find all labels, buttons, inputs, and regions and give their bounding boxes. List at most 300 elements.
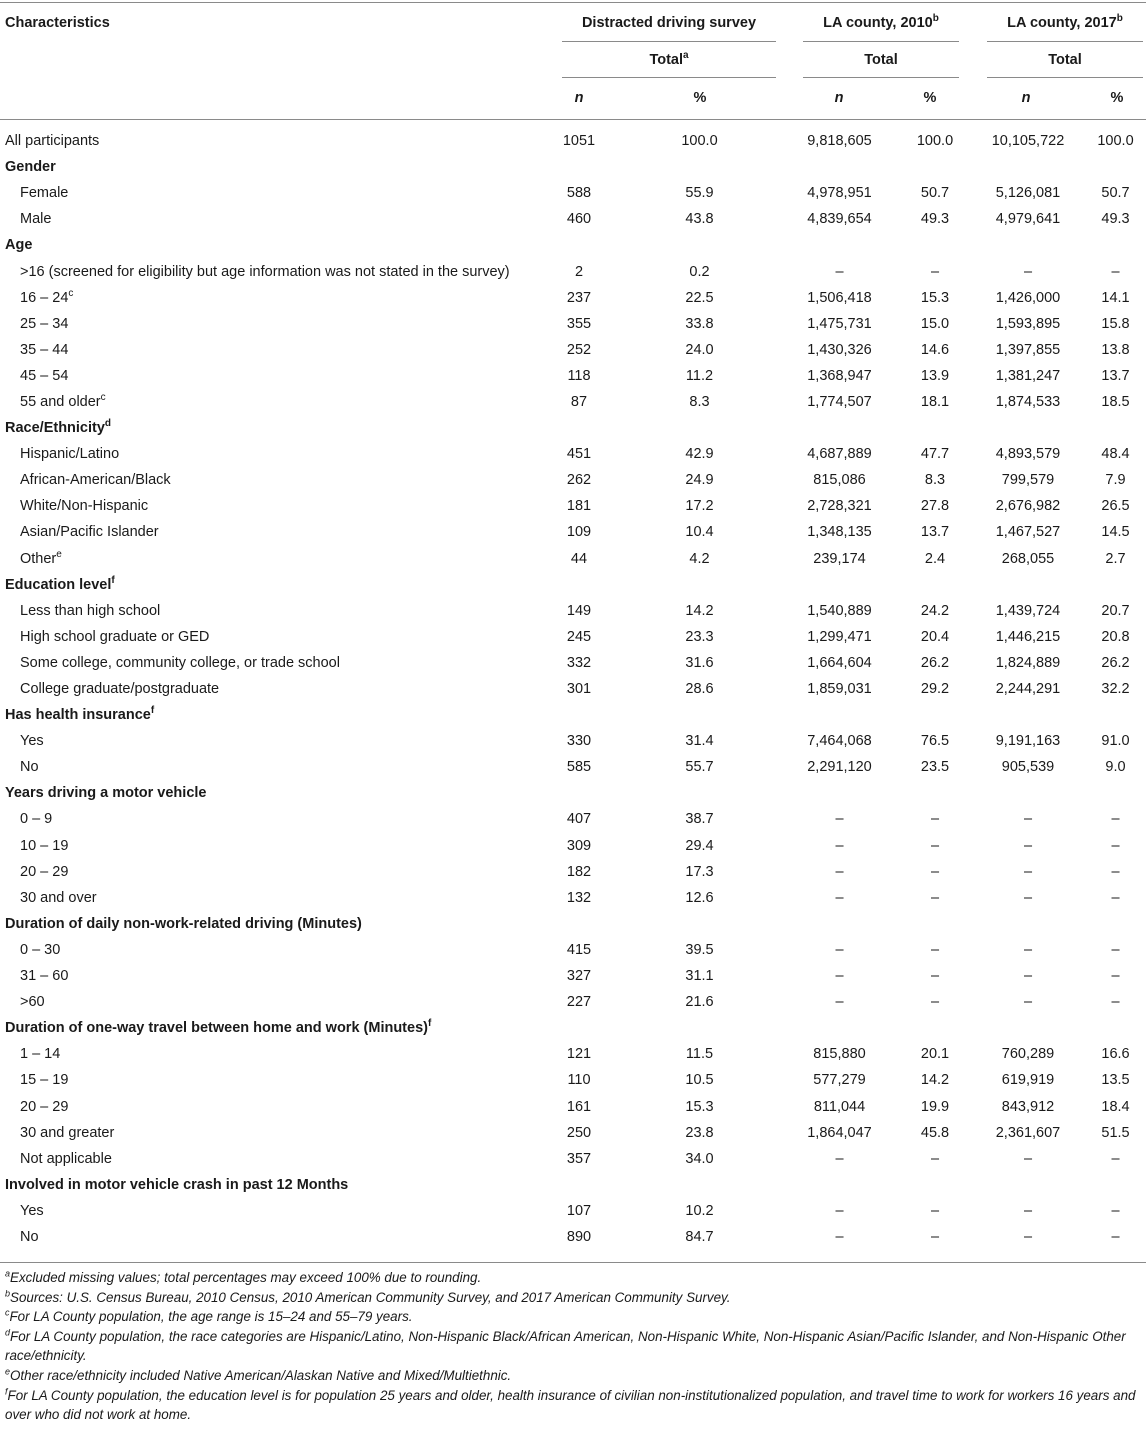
la2010-pct-cell: 29.2 (920, 681, 950, 698)
la2010-pct-cell: – (930, 837, 940, 854)
survey-n-cell: 460 (566, 211, 592, 228)
survey-n-cell (539, 1015, 619, 1041)
section-label: Gender (5, 159, 56, 176)
la2010-n-cell: 1,348,135 (807, 524, 872, 541)
la2010-n-cell (780, 780, 899, 806)
survey-n-cell (539, 154, 619, 180)
section-row (0, 154, 1146, 180)
survey-n-cell: 109 (566, 524, 592, 541)
la2017-n-cell: 1,467,527 (995, 524, 1061, 541)
la2010-pct-cell (899, 154, 971, 180)
survey-n-cell: 301 (566, 681, 592, 698)
survey-pct-cell: 100.0 (681, 133, 718, 150)
survey-n-cell: 87 (570, 393, 588, 410)
la2017-n-cell: 799,579 (1001, 472, 1055, 489)
la2017-n-cell: – (1023, 1150, 1033, 1167)
section-label: Involved in motor vehicle crash in past 12 Months (5, 1176, 349, 1193)
row-label: Hispanic/Latino (20, 446, 120, 463)
la2010-n-cell: – (835, 994, 844, 1011)
header-n-survey: n (574, 90, 584, 106)
row-label: Less than high school (20, 602, 161, 619)
la2017-pct-cell: 26.5 (1101, 498, 1130, 515)
footnote-b: $^b$Sources: U.S. Census Bureau, 2010 Census, 2010 American Community Survey, and 2017 American Community Survey. (5, 1288, 731, 1305)
la2017-n-cell (971, 232, 1085, 258)
bottom-rule (0, 1262, 1146, 1263)
la2010-pct-cell: – (930, 1150, 940, 1167)
survey-n-cell: 149 (566, 602, 592, 619)
survey-pct-cell: 8.3 (689, 393, 710, 410)
la2010-n-cell (780, 415, 899, 441)
la2017-n-cell: 843,912 (1001, 1098, 1055, 1115)
table-row (0, 285, 1146, 311)
la2017-n-cell: – (1023, 941, 1033, 958)
survey-n-cell: 588 (566, 185, 592, 202)
la2010-pct-cell (899, 572, 971, 598)
la2010-pct-cell: 23.5 (920, 759, 950, 776)
table-row (0, 598, 1146, 624)
row-label: African-American/Black (20, 472, 171, 489)
la2010-pct-cell: 15.0 (920, 315, 950, 332)
survey-pct-cell: 4.2 (689, 550, 710, 567)
survey-pct-cell: 17.3 (685, 863, 714, 880)
la2010-n-cell: 1,864,047 (807, 1124, 872, 1141)
la2017-pct-cell: 13.8 (1101, 341, 1130, 358)
la2017-n-cell: 1,426,000 (995, 289, 1061, 306)
survey-n-cell: 161 (566, 1098, 592, 1115)
table-row (0, 311, 1146, 337)
la2017-pct-cell: 91.0 (1101, 733, 1130, 750)
row-label: Female (20, 185, 69, 202)
la2010-pct-cell: – (930, 863, 940, 880)
survey-pct-cell (619, 415, 780, 441)
la2010-n-cell: 2,291,120 (807, 759, 872, 776)
la2010-n-cell (780, 911, 899, 937)
la2010-pct-cell: 8.3 (924, 472, 946, 489)
la2010-pct-cell: 50.7 (920, 185, 950, 202)
la2010-n-cell (780, 1015, 899, 1041)
table-row (0, 1067, 1146, 1093)
la2010-n-cell: – (835, 811, 844, 828)
la2010-pct-cell: 76.5 (920, 733, 950, 750)
row-label: No (20, 759, 39, 776)
la2017-pct-cell: 14.1 (1101, 289, 1130, 306)
la2017-pct-cell: 18.5 (1101, 393, 1130, 410)
la2017-n-cell: 1,397,855 (995, 341, 1061, 358)
section-label: Age (5, 237, 33, 254)
la2017-pct-cell (1085, 154, 1146, 180)
la2017-rule (987, 41, 1143, 42)
survey-pct-cell: 0.2 (689, 263, 710, 280)
row-label: Yes (20, 733, 44, 750)
la2010-pct-cell: 45.8 (920, 1124, 950, 1141)
la2017-pct-cell (1085, 232, 1146, 258)
la2010-n-cell: 1,475,731 (807, 315, 872, 332)
survey-pct-cell (619, 1015, 780, 1041)
survey-n-cell: 415 (566, 941, 592, 958)
la2010-n-cell: 1,540,889 (807, 602, 872, 619)
row-label: 45 – 54 (20, 367, 69, 384)
survey-pct-cell: 84.7 (685, 1228, 714, 1245)
row-label: 30 and over (20, 889, 97, 906)
la2017-pct-cell: – (1111, 811, 1120, 828)
row-label: 0 – 30 (20, 941, 61, 958)
la2010-n-cell: – (835, 1150, 844, 1167)
table-row (0, 467, 1146, 493)
la2010-n-cell: 1,774,507 (807, 393, 872, 410)
table-row (0, 363, 1146, 389)
la2010-n-cell: – (835, 941, 844, 958)
survey-pct-cell: 29.4 (685, 837, 714, 854)
la2017-pct-cell: – (1111, 263, 1120, 280)
la2017-pct-cell: 15.8 (1101, 315, 1130, 332)
la2010-pct-cell: 27.8 (920, 498, 950, 515)
survey-n-cell: 890 (566, 1228, 592, 1245)
la2010-pct-cell: 15.3 (920, 289, 950, 306)
table-row (0, 989, 1146, 1015)
la2017-n-cell: – (1023, 811, 1033, 828)
footnote-f: $^f$For LA County population, the education level is for population 25 years and older, health insurance of civilian non-institutionalized population, and travel time to work for workers 16 years and over who did not work at home. (5, 1386, 1136, 1423)
la2010-pct-cell: – (930, 889, 940, 906)
la2017-n-cell: 1,874,533 (995, 393, 1061, 410)
survey-n-cell: 309 (566, 837, 592, 854)
survey-pct-cell (619, 232, 780, 258)
section-row (0, 415, 1146, 441)
table-row (0, 885, 1146, 911)
table-row (0, 206, 1146, 232)
la2017-n-cell: – (1023, 994, 1033, 1011)
survey-n-cell: 1051 (562, 133, 596, 150)
row-label: Male (20, 211, 52, 228)
row-label: 30 and greater (20, 1124, 115, 1141)
survey-n-cell: 44 (570, 550, 588, 567)
la2017-pct-cell: 9.0 (1105, 759, 1126, 776)
section-label: Race/Ethnicity$^d$ (5, 418, 112, 437)
row-label: Asian/Pacific Islander (20, 524, 159, 541)
header-n-la2017: n (1021, 90, 1031, 106)
section-row (0, 780, 1146, 806)
la2010-n-cell: 239,174 (813, 550, 866, 567)
survey-pct-cell: 24.0 (685, 341, 714, 358)
la2010-n-cell: – (835, 263, 844, 280)
la2010-n-cell: – (835, 889, 844, 906)
table-row (0, 937, 1146, 963)
la2010-pct-cell: 20.4 (920, 628, 950, 645)
row-label: White/Non-Hispanic (20, 498, 149, 515)
row-label: 0 – 9 (20, 811, 53, 828)
survey-n-cell (539, 415, 619, 441)
survey-n-cell: 407 (566, 811, 592, 828)
survey-pct-cell: 14.2 (685, 602, 714, 619)
la2017-n-cell: 10,105,722 (991, 133, 1065, 150)
la2017-pct-cell: 26.2 (1101, 654, 1130, 671)
section-row (0, 911, 1146, 937)
survey-pct-cell: 23.8 (685, 1124, 714, 1141)
survey-pct-cell: 31.6 (685, 654, 714, 671)
la2017-pct-cell (1085, 415, 1146, 441)
la2010-n-cell: 9,818,605 (807, 133, 872, 150)
table-row (0, 859, 1146, 885)
la2017-pct-cell: – (1111, 837, 1120, 854)
la2017-pct-cell: 20.7 (1101, 602, 1130, 619)
row-label: 20 – 29 (20, 1098, 69, 1115)
survey-n-cell (539, 911, 619, 937)
survey-pct-cell: 23.3 (685, 628, 714, 645)
table-row (0, 519, 1146, 545)
survey-pct-cell: 22.5 (685, 289, 714, 306)
survey-n-cell: 250 (566, 1124, 592, 1141)
header-pct-survey: % (693, 90, 707, 106)
la2010-n-cell: 1,430,326 (807, 341, 872, 358)
la2010-pct-cell: 13.9 (920, 367, 950, 384)
table-row (0, 493, 1146, 519)
la2017-n-cell: 1,439,724 (995, 602, 1061, 619)
la2017-pct-cell: – (1111, 941, 1120, 958)
la2010-pct-cell: 24.2 (920, 602, 950, 619)
la2017-n-cell: 9,191,163 (995, 733, 1061, 750)
la2017-pct-cell: 13.7 (1101, 367, 1130, 384)
survey-n-cell: 451 (566, 446, 592, 463)
survey-n-cell: 132 (566, 889, 592, 906)
la2017-n-cell: 1,381,247 (995, 367, 1061, 384)
table-row (0, 833, 1146, 859)
survey-pct-cell: 11.5 (685, 1046, 714, 1063)
la2010-n-cell: 811,044 (813, 1098, 866, 1115)
table-row (0, 1224, 1146, 1250)
la2017-pct-cell: – (1111, 968, 1120, 985)
survey-pct-cell: 21.6 (685, 994, 714, 1011)
la2017-n-cell: – (1023, 263, 1033, 280)
section-row (0, 572, 1146, 598)
footnote-c: $^c$For LA County population, the age range is 15–24 and 55–79 years. (5, 1307, 413, 1325)
survey-pct-cell: 43.8 (685, 211, 714, 228)
la2017-n-cell: 2,361,607 (995, 1124, 1061, 1141)
la2017-pct-cell: – (1111, 1228, 1120, 1245)
survey-pct-cell (619, 780, 780, 806)
header-la2010-total: Total (864, 52, 898, 68)
header-n-la2010: n (834, 90, 844, 106)
la2010-total-rule (803, 77, 959, 78)
survey-pct-cell: 42.9 (685, 446, 714, 463)
row-label: Yes (20, 1202, 44, 1219)
row-label: 10 – 19 (20, 837, 69, 854)
survey-n-cell (539, 572, 619, 598)
header-characteristics: Characteristics (5, 15, 110, 31)
la2010-n-cell (780, 1172, 899, 1198)
la2010-n-cell: 815,880 (813, 1046, 866, 1063)
la2017-pct-cell (1085, 572, 1146, 598)
table-row (0, 441, 1146, 467)
la2017-n-cell: 1,593,895 (995, 315, 1061, 332)
la2017-pct-cell: – (1111, 1202, 1120, 1219)
la2017-pct-cell: 20.8 (1101, 628, 1130, 645)
survey-n-cell: 357 (566, 1150, 592, 1167)
survey-pct-cell (619, 702, 780, 728)
survey-pct-cell: 28.6 (685, 681, 714, 698)
la2010-n-cell: 7,464,068 (807, 733, 872, 750)
la2010-pct-cell: 2.4 (924, 550, 946, 567)
la2017-n-cell: – (1023, 968, 1033, 985)
la2017-pct-cell: 100.0 (1097, 133, 1134, 150)
section-row (0, 702, 1146, 728)
la2010-n-cell: 4,687,889 (807, 446, 872, 463)
survey-n-cell: 121 (566, 1046, 592, 1063)
la2010-pct-cell: 14.6 (920, 341, 950, 358)
la2010-n-cell: 1,368,947 (807, 367, 872, 384)
la2010-n-cell: – (835, 968, 844, 985)
table-body (0, 128, 1146, 1250)
la2017-n-cell (971, 572, 1085, 598)
la2017-n-cell: – (1023, 889, 1033, 906)
la2017-n-cell (971, 154, 1085, 180)
section-label: Duration of one-way travel between home and work (Minutes)$^f$ (5, 1018, 432, 1037)
survey-n-cell: 110 (567, 1072, 591, 1089)
row-label: Other$^e$ (20, 548, 62, 567)
la2010-n-cell: 1,664,604 (807, 654, 872, 671)
section-label: Years driving a motor vehicle (5, 785, 207, 802)
la2010-n-cell: 815,086 (813, 472, 866, 489)
la2017-pct-cell: 49.3 (1101, 211, 1130, 228)
row-label: 16 – 24$^c$ (20, 287, 74, 306)
row-label: All participants (5, 133, 100, 150)
la2017-n-cell: – (1023, 837, 1033, 854)
la2017-pct-cell: – (1111, 1150, 1120, 1167)
header-la2017: LA county, 2017$^b$ (1007, 13, 1123, 31)
la2017-n-cell (971, 415, 1085, 441)
la2017-n-cell (971, 1172, 1085, 1198)
survey-pct-cell (619, 1172, 780, 1198)
la2010-n-cell: 4,978,951 (807, 185, 872, 202)
la2017-n-cell: 1,446,215 (995, 628, 1061, 645)
la2017-pct-cell (1085, 1172, 1146, 1198)
la2010-pct-cell: 14.2 (920, 1072, 950, 1089)
section-label: Education level$^f$ (5, 574, 115, 593)
section-label: Has health insurance$^f$ (5, 705, 155, 724)
row-label: Not applicable (20, 1150, 112, 1167)
section-row (0, 1015, 1146, 1041)
survey-pct-cell: 15.3 (685, 1098, 714, 1115)
la2017-n-cell: 619,919 (1001, 1072, 1055, 1089)
data-table (0, 128, 1146, 1250)
table-row (0, 1041, 1146, 1067)
la2017-n-cell (971, 780, 1085, 806)
table-row (0, 337, 1146, 363)
la2010-pct-cell (899, 702, 971, 728)
la2010-pct-cell (899, 1015, 971, 1041)
row-label: >16 (screened for eligibility but age information was not stated in the survey) (20, 263, 510, 280)
survey-pct-cell: 17.2 (685, 498, 714, 515)
survey-pct-cell: 39.5 (685, 941, 714, 958)
row-label: 31 – 60 (20, 968, 69, 985)
header-survey-total: Total$^a$ (649, 50, 689, 68)
survey-pct-cell: 38.7 (685, 811, 714, 828)
la2010-pct-cell (899, 415, 971, 441)
la2010-pct-cell: – (930, 1228, 940, 1245)
la2017-pct-cell: 18.4 (1101, 1098, 1130, 1115)
table-row (0, 258, 1146, 284)
survey-pct-cell: 10.5 (685, 1072, 714, 1089)
row-label: Some college, community college, or trade school (20, 654, 340, 671)
la2010-pct-cell: – (930, 968, 940, 985)
survey-pct-cell: 31.4 (685, 733, 714, 750)
la2017-n-cell (971, 911, 1085, 937)
table-row (0, 546, 1146, 572)
la2010-pct-cell: 13.7 (920, 524, 950, 541)
la2017-n-cell: 2,676,982 (995, 498, 1061, 515)
table-row (0, 128, 1146, 154)
survey-total-rule (562, 77, 776, 78)
survey-n-cell: 181 (566, 498, 592, 515)
table-row (0, 624, 1146, 650)
la2017-n-cell: – (1023, 1228, 1033, 1245)
header-survey: Distracted driving survey (581, 15, 757, 31)
section-label: Duration of daily non-work-related driving (Minutes) (5, 915, 362, 932)
survey-n-cell: 252 (566, 341, 592, 358)
la2010-n-cell: 577,279 (813, 1072, 866, 1089)
la2017-n-cell: – (1023, 1202, 1033, 1219)
table-row (0, 1120, 1146, 1146)
header-pct-la2010: % (923, 90, 937, 106)
la2017-n-cell: 905,539 (1001, 759, 1055, 776)
survey-pct-cell: 31.1 (685, 968, 714, 985)
survey-pct-cell: 10.2 (685, 1202, 714, 1219)
header-rule (0, 119, 1146, 120)
row-label: >60 (20, 994, 45, 1011)
table-row (0, 676, 1146, 702)
la2017-n-cell: 5,126,081 (995, 185, 1061, 202)
survey-n-cell: 585 (566, 759, 592, 776)
table-row (0, 754, 1146, 780)
survey-pct-cell: 12.6 (685, 889, 714, 906)
la2010-n-cell: 4,839,654 (807, 211, 872, 228)
la2010-pct-cell (899, 780, 971, 806)
table-row (0, 963, 1146, 989)
section-row (0, 232, 1146, 258)
survey-pct-cell (619, 911, 780, 937)
header-la2010: LA county, 2010$^b$ (823, 13, 939, 31)
survey-pct-cell: 10.4 (685, 524, 714, 541)
la2017-pct-cell: 2.7 (1105, 550, 1126, 567)
table-row (0, 728, 1146, 754)
la2010-pct-cell: – (930, 263, 940, 280)
footnotes (5, 1268, 1143, 1425)
table-row (0, 1146, 1146, 1172)
footnote-a: $^a$Excluded missing values; total percentages may exceed 100% due to rounding. (5, 1268, 482, 1285)
section-row (0, 1172, 1146, 1198)
la2017-n-cell (971, 702, 1085, 728)
survey-n-cell (539, 1172, 619, 1198)
la2017-n-cell: 2,244,291 (995, 681, 1061, 698)
la2017-n-cell: 268,055 (1001, 550, 1055, 567)
survey-n-cell: 355 (566, 315, 592, 332)
la2010-pct-cell: 100.0 (916, 133, 954, 150)
row-label: 25 – 34 (20, 315, 69, 332)
la2017-pct-cell: 14.5 (1101, 524, 1130, 541)
la2017-n-cell: 760,289 (1001, 1046, 1055, 1063)
survey-pct-cell: 55.7 (685, 759, 714, 776)
survey-n-cell: 245 (566, 628, 592, 645)
survey-pct-cell (619, 154, 780, 180)
table-row (0, 806, 1146, 832)
survey-pct-cell: 33.8 (685, 315, 714, 332)
row-label: College graduate/postgraduate (20, 681, 220, 698)
table-row (0, 389, 1146, 415)
survey-pct-cell: 11.2 (685, 367, 714, 384)
footnote-e: $^e$Other race/ethnicity included Native American/Alaskan Native and Mixed/Multiethnic. (5, 1366, 512, 1383)
survey-n-cell: 332 (566, 654, 592, 671)
footnote-d: $^d$For LA County population, the race categories are Hispanic/Latino, Non-Hispanic Black/African American, Non-Hispanic White, Non-Hispanic Asian/Pacific Islander, and Non-Hispanic Other race/ethnicity. (5, 1327, 1126, 1364)
la2017-pct-cell (1085, 911, 1146, 937)
row-label: 1 – 14 (20, 1046, 61, 1063)
